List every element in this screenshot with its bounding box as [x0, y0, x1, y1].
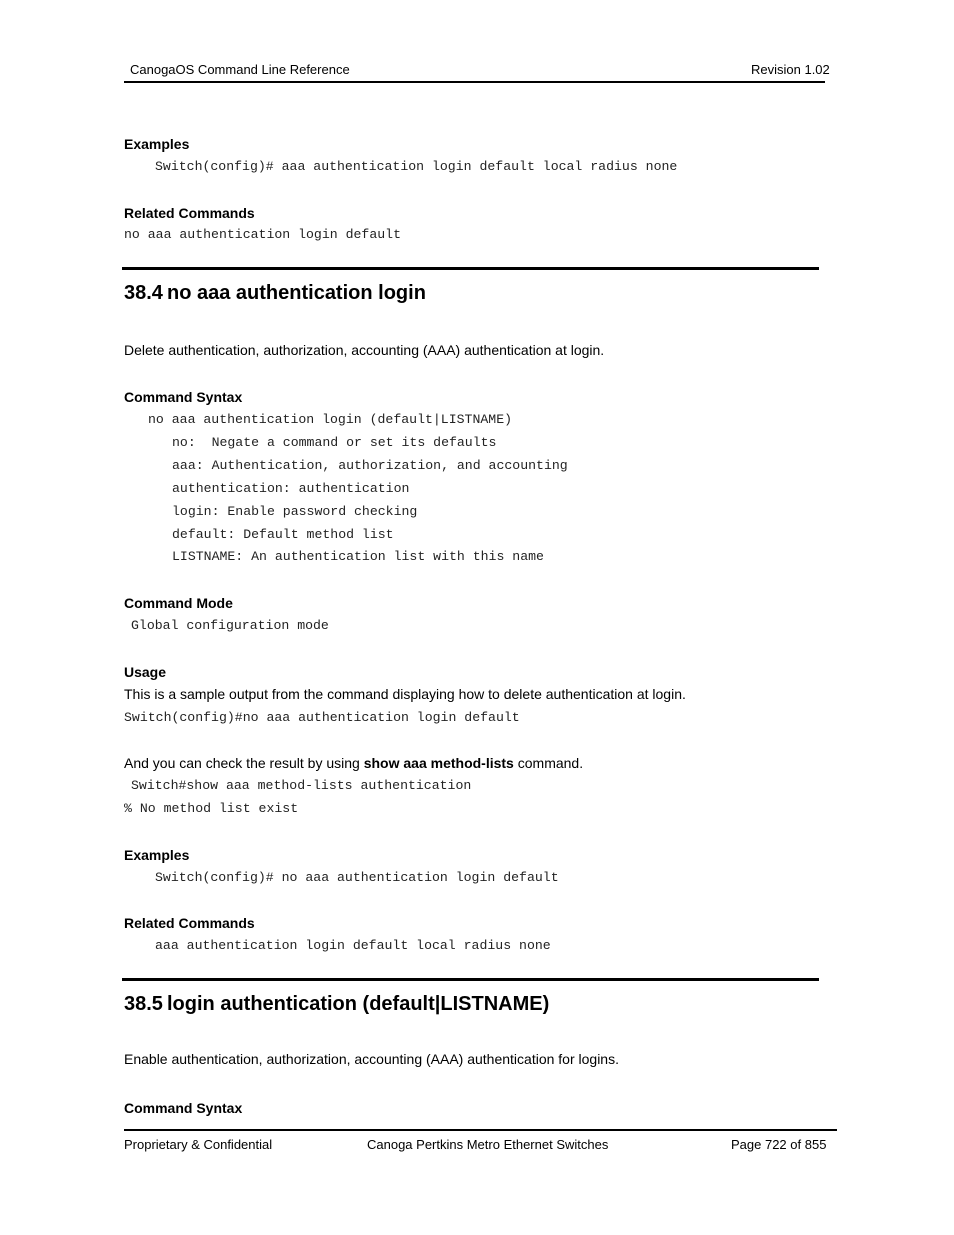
command-mode-heading: Command Mode	[124, 595, 233, 611]
example-code: Switch(config)# aaa authentication login default local radius none	[155, 159, 678, 174]
footer-rule	[124, 1129, 837, 1131]
section-rule	[122, 978, 819, 981]
header-title: CanogaOS Command Line Reference	[130, 62, 350, 77]
related-command: no aaa authentication login default	[124, 227, 401, 242]
examples-heading: Examples	[124, 847, 190, 863]
section-description: Delete authentication, authorization, accounting (AAA) authentication at login.	[124, 342, 605, 358]
footer-product: Canoga Pertkins Metro Ethernet Switches	[367, 1137, 609, 1152]
command-syntax-heading: Command Syntax	[124, 1100, 243, 1116]
usage-heading: Usage	[124, 664, 167, 680]
example-code: Switch(config)# no aaa authentication login default	[155, 870, 559, 885]
param-line: login: Enable password checking	[172, 504, 418, 519]
param-line: LISTNAME: An authentication list with this name	[172, 549, 544, 564]
header-rule	[124, 81, 825, 83]
usage-code: Switch(config)#no aaa authentication login default	[124, 710, 520, 725]
related-command: aaa authentication login default local radius none	[155, 938, 551, 953]
section-number: 38.5	[124, 993, 163, 1015]
header-revision: Revision 1.02	[751, 62, 830, 77]
param-line: default: Default method list	[172, 527, 394, 542]
check-text	[124, 755, 583, 771]
footer-page-number: Page 722 of 855	[731, 1137, 827, 1152]
param-line: aaa: Authentication, authorization, and accounting	[172, 458, 568, 473]
section-title: login authentication (default|LISTNAME)	[167, 993, 550, 1015]
param-line: authentication: authentication	[172, 481, 410, 496]
check-text-command: show aaa method-lists	[363, 755, 514, 771]
footer-confidential: Proprietary & Confidential	[124, 1137, 273, 1152]
check-output: % No method list exist	[124, 801, 299, 816]
command-syntax: no aaa authentication login (default|LISTNAME)	[148, 412, 513, 427]
command-mode: Global configuration mode	[131, 618, 329, 633]
param-line: no: Negate a command or set its defaults	[172, 435, 497, 450]
command-syntax-heading: Command Syntax	[124, 389, 243, 405]
related-commands-heading: Related Commands	[124, 205, 255, 221]
check-text-prefix: And you can check the result by using	[124, 755, 364, 771]
check-text-suffix: command.	[513, 755, 584, 771]
section-title: no aaa authentication login	[167, 282, 426, 304]
section-number: 38.4	[124, 282, 163, 304]
usage-text: This is a sample output from the command displaying how to delete authentication at login.	[124, 686, 686, 702]
examples-heading: Examples	[124, 136, 190, 152]
check-code: Switch#show aaa method-lists authentication	[131, 778, 472, 793]
section-description: Enable authentication, authorization, accounting (AAA) authentication for logins.	[124, 1051, 619, 1067]
related-commands-heading: Related Commands	[124, 915, 255, 931]
section-rule	[122, 267, 819, 270]
